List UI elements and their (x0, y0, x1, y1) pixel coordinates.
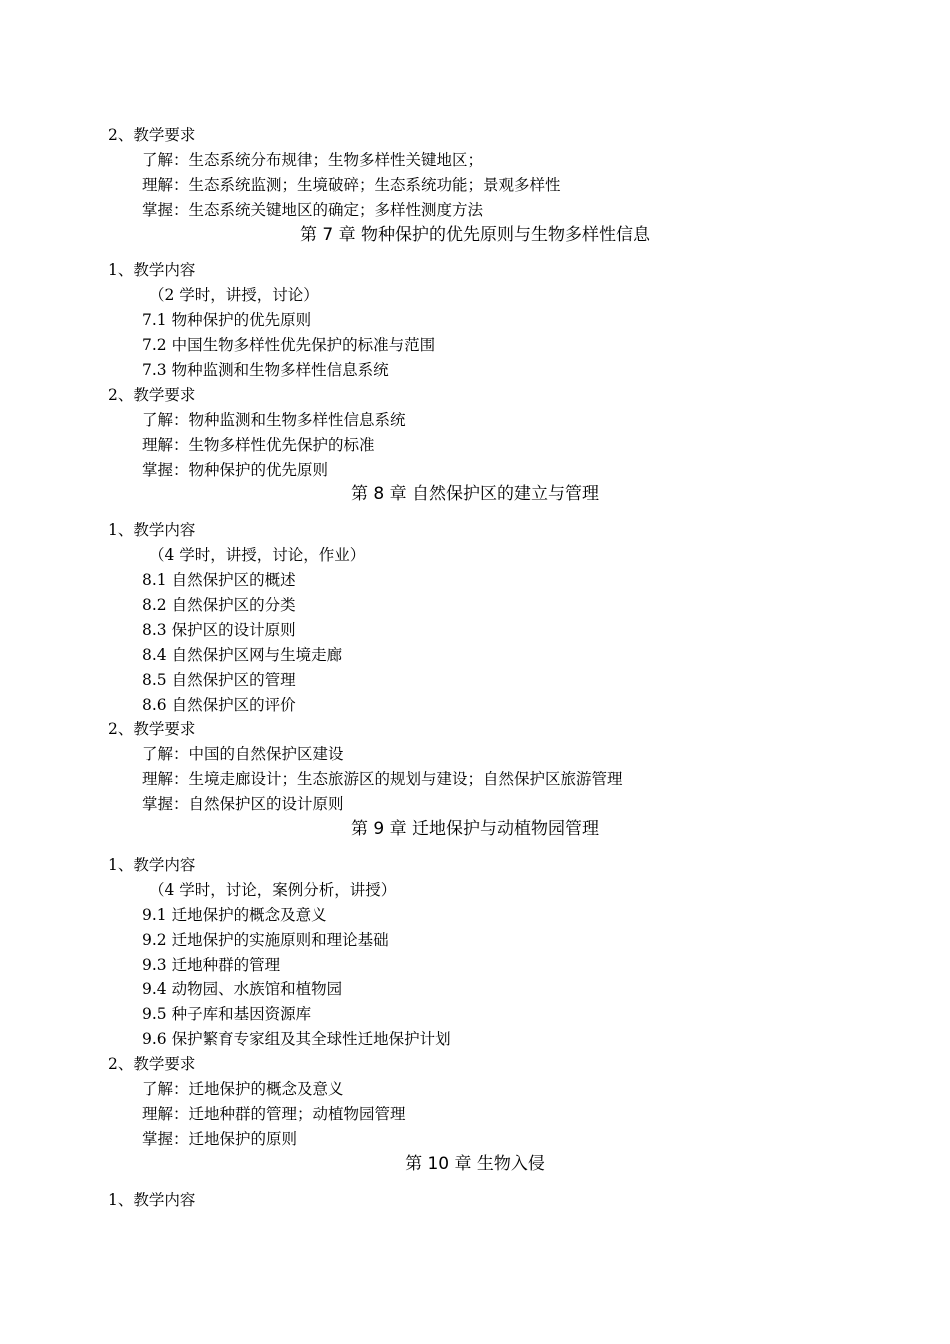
content-line: 掌握：物种保护的优先原则 (142, 460, 329, 479)
content-line: 了解：生态系统分布规律；生物多样性关键地区； (142, 150, 484, 169)
content-line: 9.3 迁地种群的管理 (142, 955, 281, 974)
content-line: 9.1 迁地保护的概念及意义 (142, 905, 327, 924)
content-line: 9.5 种子库和基因资源库 (142, 1005, 312, 1024)
content-line: 8.1 自然保护区的概述 (142, 571, 296, 590)
content-line: 8.4 自然保护区网与生境走廊 (142, 645, 343, 664)
section-label: 1、教学内容 (108, 855, 196, 874)
content-line: 理解：生态系统监测；生境破碎；生态系统功能；景观多样性 (142, 175, 561, 194)
section-label: 2、教学要求 (108, 126, 196, 144)
content-line: 9.4 动物园、水族馆和植物园 (142, 980, 343, 999)
content-line: 7.1 物种保护的优先原则 (142, 311, 312, 330)
chapter-heading: 第 9 章 迁地保护与动植物园管理 (350, 819, 600, 840)
section-label: 2、教学要求 (108, 720, 196, 739)
chapter-heading: 第 8 章 自然保护区的建立与管理 (350, 484, 600, 505)
content-line: 8.5 自然保护区的管理 (142, 670, 296, 689)
content-line: 了解：物种监测和生物多样性信息系统 (142, 410, 406, 429)
content-line: 理解：生物多样性优先保护的标准 (142, 435, 375, 454)
content-line: 8.3 保护区的设计原则 (142, 620, 296, 639)
content-line: 9.2 迁地保护的实施原则和理论基础 (142, 930, 389, 949)
section-label: 2、教学要求 (108, 1055, 196, 1074)
content-line: 了解：迁地保护的概念及意义 (142, 1079, 344, 1098)
content-line: 掌握：自然保护区的设计原则 (142, 795, 344, 814)
section-label: 1、教学内容 (108, 261, 196, 280)
section-label: 1、教学内容 (108, 1190, 196, 1209)
content-line: 掌握：迁地保护的原则 (142, 1129, 298, 1148)
content-line: 9.6 保护繁育专家组及其全球性迁地保护计划 (142, 1030, 451, 1049)
content-line: 理解：迁地种群的管理；动植物园管理 (142, 1104, 406, 1123)
content-line: 7.2 中国生物多样性优先保护的标准与范围 (142, 336, 436, 355)
content-line: （4 学时，讨论，案例分析，讲授） (149, 880, 397, 899)
chapter-heading: 第 7 章 物种保护的优先原则与生物多样性信息 (299, 224, 651, 245)
content-line: 理解：生境走廊设计；生态旅游区的规划与建设；自然保护区旅游管理 (142, 770, 623, 789)
content-line: 8.2 自然保护区的分类 (142, 596, 296, 615)
content-line: （4 学时，讲授，讨论，作业） (149, 546, 366, 565)
content-line: （2 学时，讲授，讨论） (149, 286, 319, 305)
content-line: 8.6 自然保护区的评价 (142, 695, 296, 714)
chapter-heading: 第 10 章 生物入侵 (405, 1153, 545, 1174)
content-line: 7.3 物种监测和生物多样性信息系统 (142, 361, 389, 380)
content-line: 掌握：生态系统关键地区的确定；多样性测度方法 (142, 200, 484, 219)
document-page (0, 123, 950, 1212)
section-label: 1、教学内容 (108, 521, 196, 540)
content-line: 了解：中国的自然保护区建设 (142, 745, 344, 764)
section-label: 2、教学要求 (108, 385, 196, 404)
